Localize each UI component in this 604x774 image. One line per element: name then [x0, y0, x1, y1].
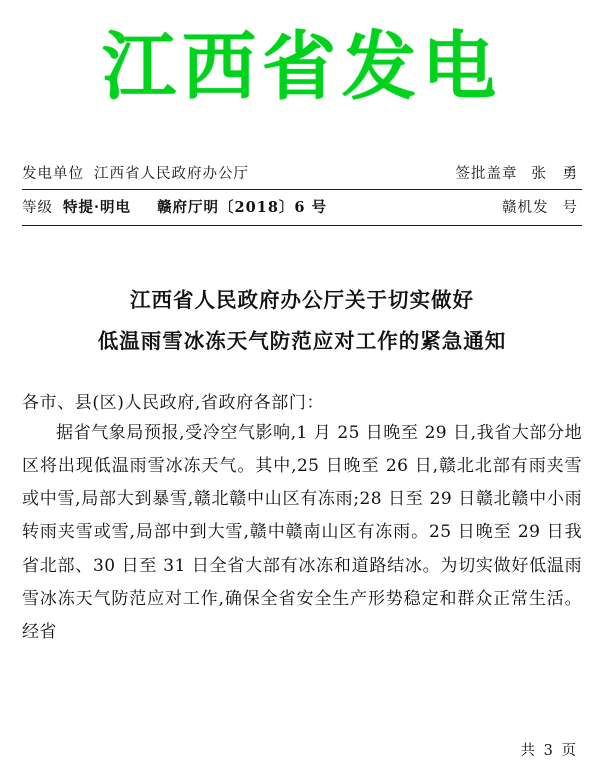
header-row-grade — [22, 196, 582, 223]
header-divider-2 — [22, 225, 582, 226]
approver-label: 签批盖章 — [455, 166, 518, 182]
serial-label: 赣机发 — [502, 200, 549, 216]
salutation: 各市、县(区)人民政府,省政府各部门： — [22, 393, 325, 413]
page-indicator: 共 3 页 — [520, 743, 578, 759]
grade-value: 特提·明电 — [63, 199, 132, 216]
header-meta-block — [22, 162, 582, 226]
masthead-title: 江西省发电 — [102, 24, 502, 110]
page-title-line-2: 低温雨雪冰冻天气防范应对工作的紧急通知 — [97, 329, 507, 353]
grade-label: 等级 — [22, 200, 53, 216]
header-divider-1 — [22, 189, 582, 190]
body-paragraph-1: 据省气象局预报,受冷空气影响,1 月 25 日晚至 29 日,我省大部分地区将出现低温雨雪冰冻天气。其中,25 日晚至 26 日,赣北北部有雨夹雪或中雪,局部大到暴雪,赣北赣中山区有冻雨;28 日至 29 日赣北赣中小雨转雨夹雪或雪,局部中到大雪,赣中赣南山区有冻雨。25 日晚至 29 日我省北部、30 日至 31 日全省大部有冰冻和道路结冰。为切实做好低温雨雪冰冻天气防范应对工作,确保全省安全生产形势稳定和群众正常生活。经省 — [22, 423, 582, 642]
page-title — [22, 280, 582, 362]
approver-group — [456, 162, 583, 183]
grade-group — [22, 196, 327, 217]
document-number: 赣府厅明〔2018〕6 号 — [157, 199, 328, 216]
sender-value: 江西省人民政府办公厅 — [94, 166, 249, 182]
approver-value: 张 勇 — [531, 166, 578, 182]
page-title-line-1: 江西省人民政府办公厅关于切实做好 — [130, 288, 474, 312]
header-row-sender — [22, 162, 582, 189]
masthead — [22, 0, 582, 110]
sender-label: 发电单位 — [22, 166, 84, 182]
serial-value: 号 — [562, 200, 578, 216]
sender-group — [22, 162, 249, 183]
serial-group — [502, 196, 582, 217]
